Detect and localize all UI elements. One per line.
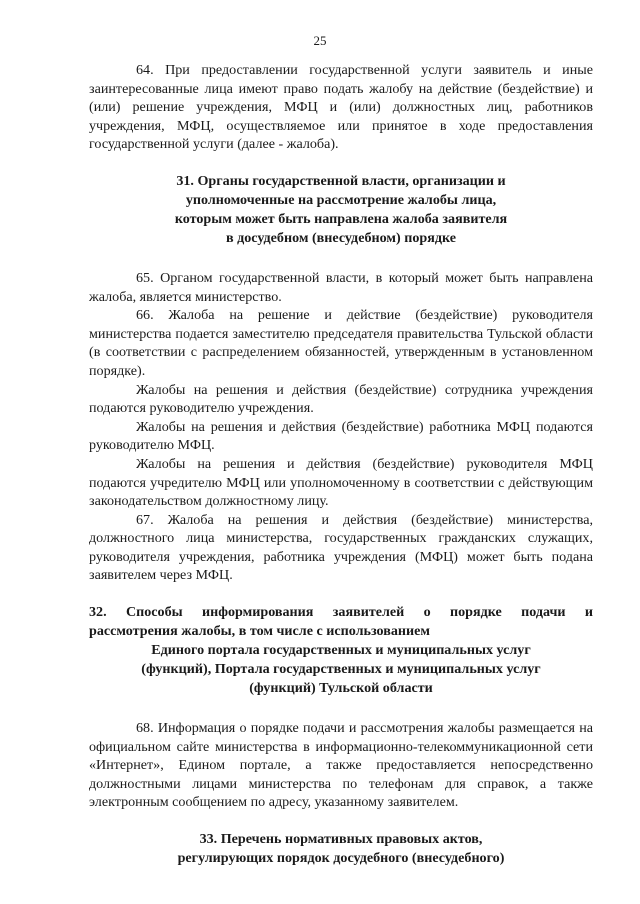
heading-line: Единого портала государственных и муниципальных услуг [151, 642, 531, 659]
heading-line: регулирующих порядок досудебного (внесудебного) [177, 850, 505, 867]
heading-line: (функций), Портала государственных и муниципальных услуг [141, 661, 541, 678]
page-number: 25 [313, 33, 327, 48]
paragraph-64: 64. При предоставлении государственной услуги заявитель и иные заинтересованные лица имеют право подать жалобу на действие (бездействие) и (или) решение учреждения, МФЦ и (или) должностных лиц, работников учреждения, МФЦ, осуществляемое или принятое в ходе предоставления государственной услуги (далее - жалоба). [89, 62, 593, 153]
paragraph-complaint-mfc-worker: Жалобы на решения и действия (бездействие) работника МФЦ подаются руководителю МФЦ. [89, 418, 593, 454]
heading-line: (функций) Тульской области [249, 680, 433, 697]
paragraph-67: 67. Жалоба на решения и действия (бездействие) министерства, должностного лица министерства, государственных гражданских служащих, руководителя учреждения, работника учреждения (МФЦ) может быть подана заявителем через МФЦ. [89, 511, 593, 584]
paragraph-complaint-mfc-head: Жалобы на решения и действия (бездействие) руководителя МФЦ подаются учредителю МФЦ или уполномоченному в соответствии с действующим законодательством должностному лицу. [89, 455, 593, 510]
heading-line: которым может быть направлена жалоба заявителя [174, 210, 508, 227]
heading-line: 33. Перечень нормативных правовых актов, [199, 831, 483, 848]
section-32-heading [89, 603, 593, 698]
section-31-heading [89, 172, 593, 248]
paragraph-complaint-institution: Жалобы на решения и действия (бездействие) сотрудника учреждения подаются руководителю учреждения. [89, 381, 593, 417]
heading-line: 31. Органы государственной власти, организации и [176, 172, 506, 189]
section-33-heading [89, 830, 593, 868]
heading-line: рассмотрения жалобы, в том числе с использованием [89, 623, 431, 640]
heading-line: 32. Способы информирования заявителей о порядке подачи и [89, 604, 593, 621]
paragraph-66: 66. Жалоба на решение и действие (бездействие) руководителя министерства подается заместителю председателя правительства Тульской области (в соответствии с распределением обязанностей, утвержденным в установленном порядке). [89, 307, 593, 379]
heading-line: в досудебном (внесудебном) порядке [225, 229, 456, 246]
heading-line: уполномоченные на рассмотрение жалобы лица, [185, 191, 497, 208]
document-body [89, 61, 593, 868]
paragraph-68: 68. Информация о порядке подачи и рассмотрения жалобы размещается на официальном сайте министерства в информационно-телекоммуникационной сети «Интернет», Едином портале, а также предоставляется непосредственно должностными лицами министерства по телефонам для справок, а также электронным сообщением по адресу, указанному заявителем. [89, 720, 593, 811]
paragraph-65: 65. Органом государственной власти, в который может быть направлена жалоба, является министерство. [89, 269, 593, 305]
